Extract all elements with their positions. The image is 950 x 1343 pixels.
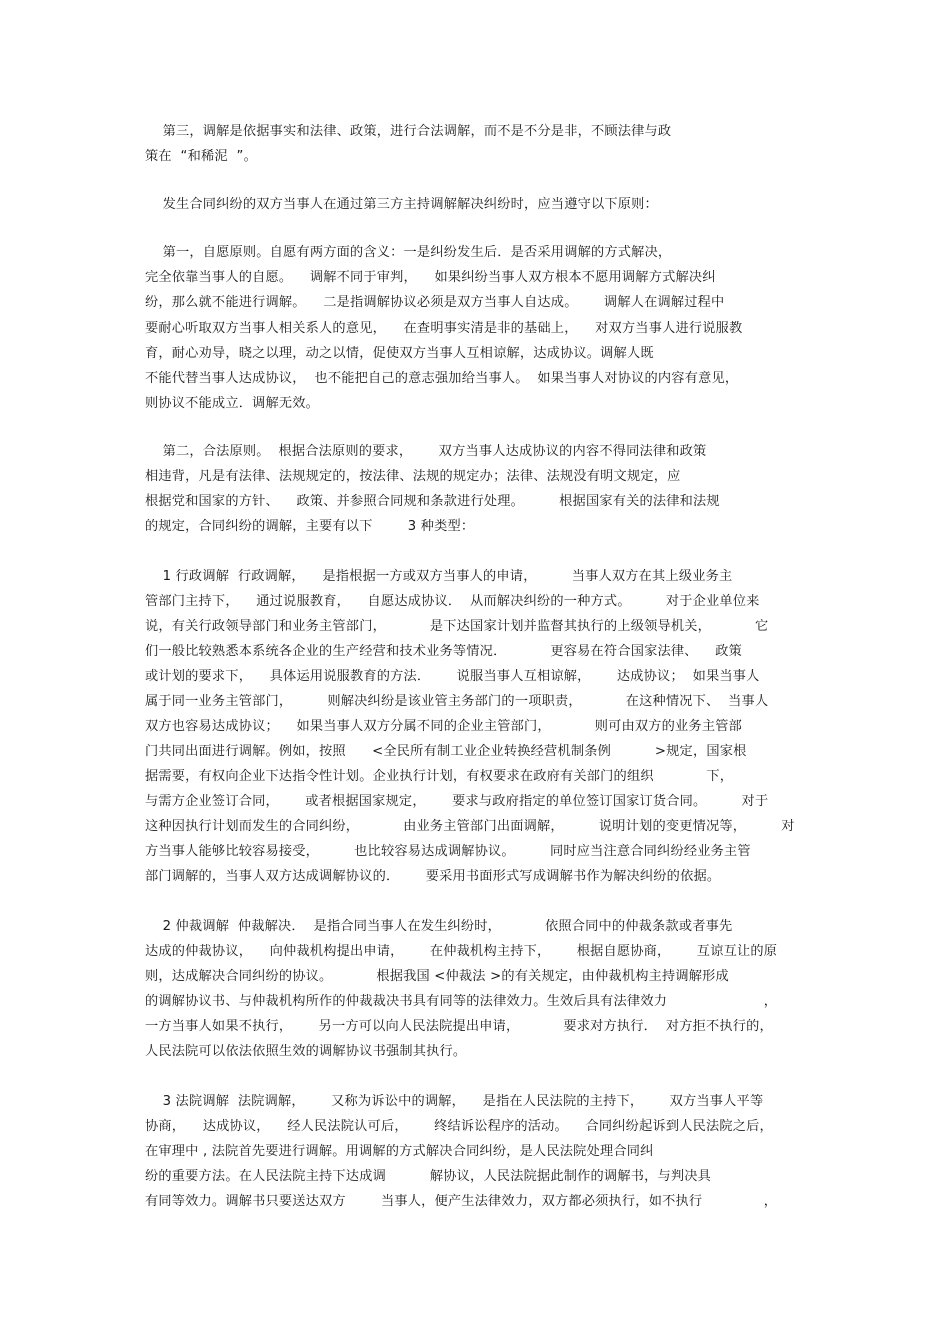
text-line: 相违背，凡是有法律、法规规定的，按法律、法规的规定办；法律、法规没有明文规定，应 [145,469,681,484]
text-line: 管部门主持下， 通过说服教育， 自愿达成协议． 从而解决纠纷的一种方式。 对于企业单位来 [145,594,760,609]
text-line: 说，有关行政领导部门和业务主管部门， 是下达国家计划并监督其执行的上级领导机关， 它 [145,619,769,634]
text-line: 们一般比较熟悉本系统各企业的生产经营和技术业务等情况． 更容易在符合国家法律、 政策 [145,644,742,659]
text-line: 双方也容易达成协议； 如果当事人双方分属不同的企业主管部门， 则可由双方的业务主管部 [145,719,742,734]
text-line: 完全依靠当事人的自愿。 调解不同于审判， 如果纠纷当事人双方根本不愿用调解方式解决纠 [145,270,716,285]
text-line: 不能代替当事人达成协议， 也不能把自己的意志强加给当事人。 如果当事人对协议的内容有意见， [145,371,739,386]
text-line: 这种因执行计划而发生的合同纠纷， 由业务主管部门出面调解， 说明计划的变更情况等， 对 [145,819,795,834]
text-line: 第一，自愿原则。自愿有两方面的含义：一是纠纷发生后．是否采用调解的方式解决， [145,245,672,260]
text-line: 1 行政调解 行政调解， 是指根据一方或双方当事人的申请， 当事人双方在其上级业务主 [145,569,733,584]
text-line: 一方当事人如果不执行， 另一方可以向人民法院提出申请， 要求对方执行． 对方拒不执行的， [145,1019,773,1034]
text-line: 方当事人能够比较容易接受， 也比较容易达成调解协议。 同时应当注意合同纠纷经业务主管 [145,844,751,859]
text-line: 属于同一业务主管部门， 则解决纠纷是该业管主务部门的一项职责， 在这种情况下、 当事人 [145,694,769,709]
text-line: 纷，那么就不能进行调解。 二是指调解协议必须是双方当事人自达成。 调解人在调解过程中 [145,295,725,310]
text-line: 协商， 达成协议， 经人民法院认可后， 终结诉讼程序的活动。 合同纠纷起诉到人民法院之后， [145,1119,773,1134]
text-line: 纷的重要方法。在人民法院主持下达成调 解协议，人民法院据此制作的调解书，与判决具 [145,1169,712,1184]
text-line: 与需方企业签订合同， 或者根据国家规定， 要求与政府指定的单位签订国家订货合同。 对于 [145,794,769,809]
text-line: 在审理中 , 法院首先要进行调解。用调解的方式解决合同纠纷，是人民法院处理合同纠 [145,1144,654,1159]
text-line: 据需要，有权向企业下达指令性计划。企业执行计划，有权要求在政府有关部门的组织 下， [145,769,734,784]
text-line: 根据党和国家的方针、 政策、并参照合同规和条款进行处理。 根据国家有关的法律和法规 [145,494,720,509]
text-line: 达成的仲裁协议， 向仲裁机构提出申请， 在仲裁机构主持下， 根据自愿协商， 互谅互让的原 [145,944,778,959]
text-line: 人民法院可以依法依照生效的调解协议书强制其执行。 [145,1044,467,1059]
text-line: 的规定，合同纠纷的调解，主要有以下 3 种类型： [145,519,475,534]
text-line: 发生合同纠纷的双方当事人在通过第三方主持调解解决纠纷时，应当遵守以下原则： [145,197,658,212]
text-line: 则，达成解决合同纠纷的协议。 根据我国 <仲裁法 >的有关规定，由仲裁机构主持调解形成 [145,969,729,984]
text-line: 第二，合法原则。 根据合法原则的要求， 双方当事人达成协议的内容不得同法律和政策 [145,444,707,459]
text-line: 则协议不能成立．调解无效。 [145,396,320,411]
text-line: 2 仲裁调解 仲裁解决． 是指合同当事人在发生纠纷时， 依照合同中的仲裁条款或者事先 [145,919,733,934]
text-line: 的调解协议书、与仲裁机构所作的仲裁裁决书具有同等的法律效力。生效后具有法律效力 ， [145,994,778,1009]
text-line: 门共同出面进行调解。例如，按照 <全民所有制工业企业转换经营机制条例 >规定，国家根 [145,744,747,759]
text-line: 部门调解的，当事人双方达成调解协议的． 要采用书面形式写成调解书作为解决纠纷的依据。 [145,869,721,884]
text-line: 第三，调解是依据事实和法律、政策，进行合法调解，而不是不分是非，不顾法律与政 [145,124,672,139]
text-line: 育，耐心劝导，晓之以理，动之以情，促使双方当事人互相谅解，达成协议。调解人既 [145,346,654,361]
text-line: 或计划的要求下， 具体运用说服教育的方法． 说服当事人互相谅解， 达成协议； 如果当事人 [145,669,760,684]
text-line: 3 法院调解 法院调解， 又称为诉讼中的调解， 是指在人民法院的主持下， 双方当事人平等 [145,1094,764,1109]
text-line: 有同等效力。调解书只要送达双方 当事人，便产生法律效力，双方都必须执行，如不执行 ， [145,1194,778,1209]
text-line: 要耐心听取双方当事人相关系人的意见， 在查明事实清是非的基础上， 对双方当事人进行说服教 [145,321,743,336]
text-line: 策在 “和稀泥 ”。 [145,149,257,164]
